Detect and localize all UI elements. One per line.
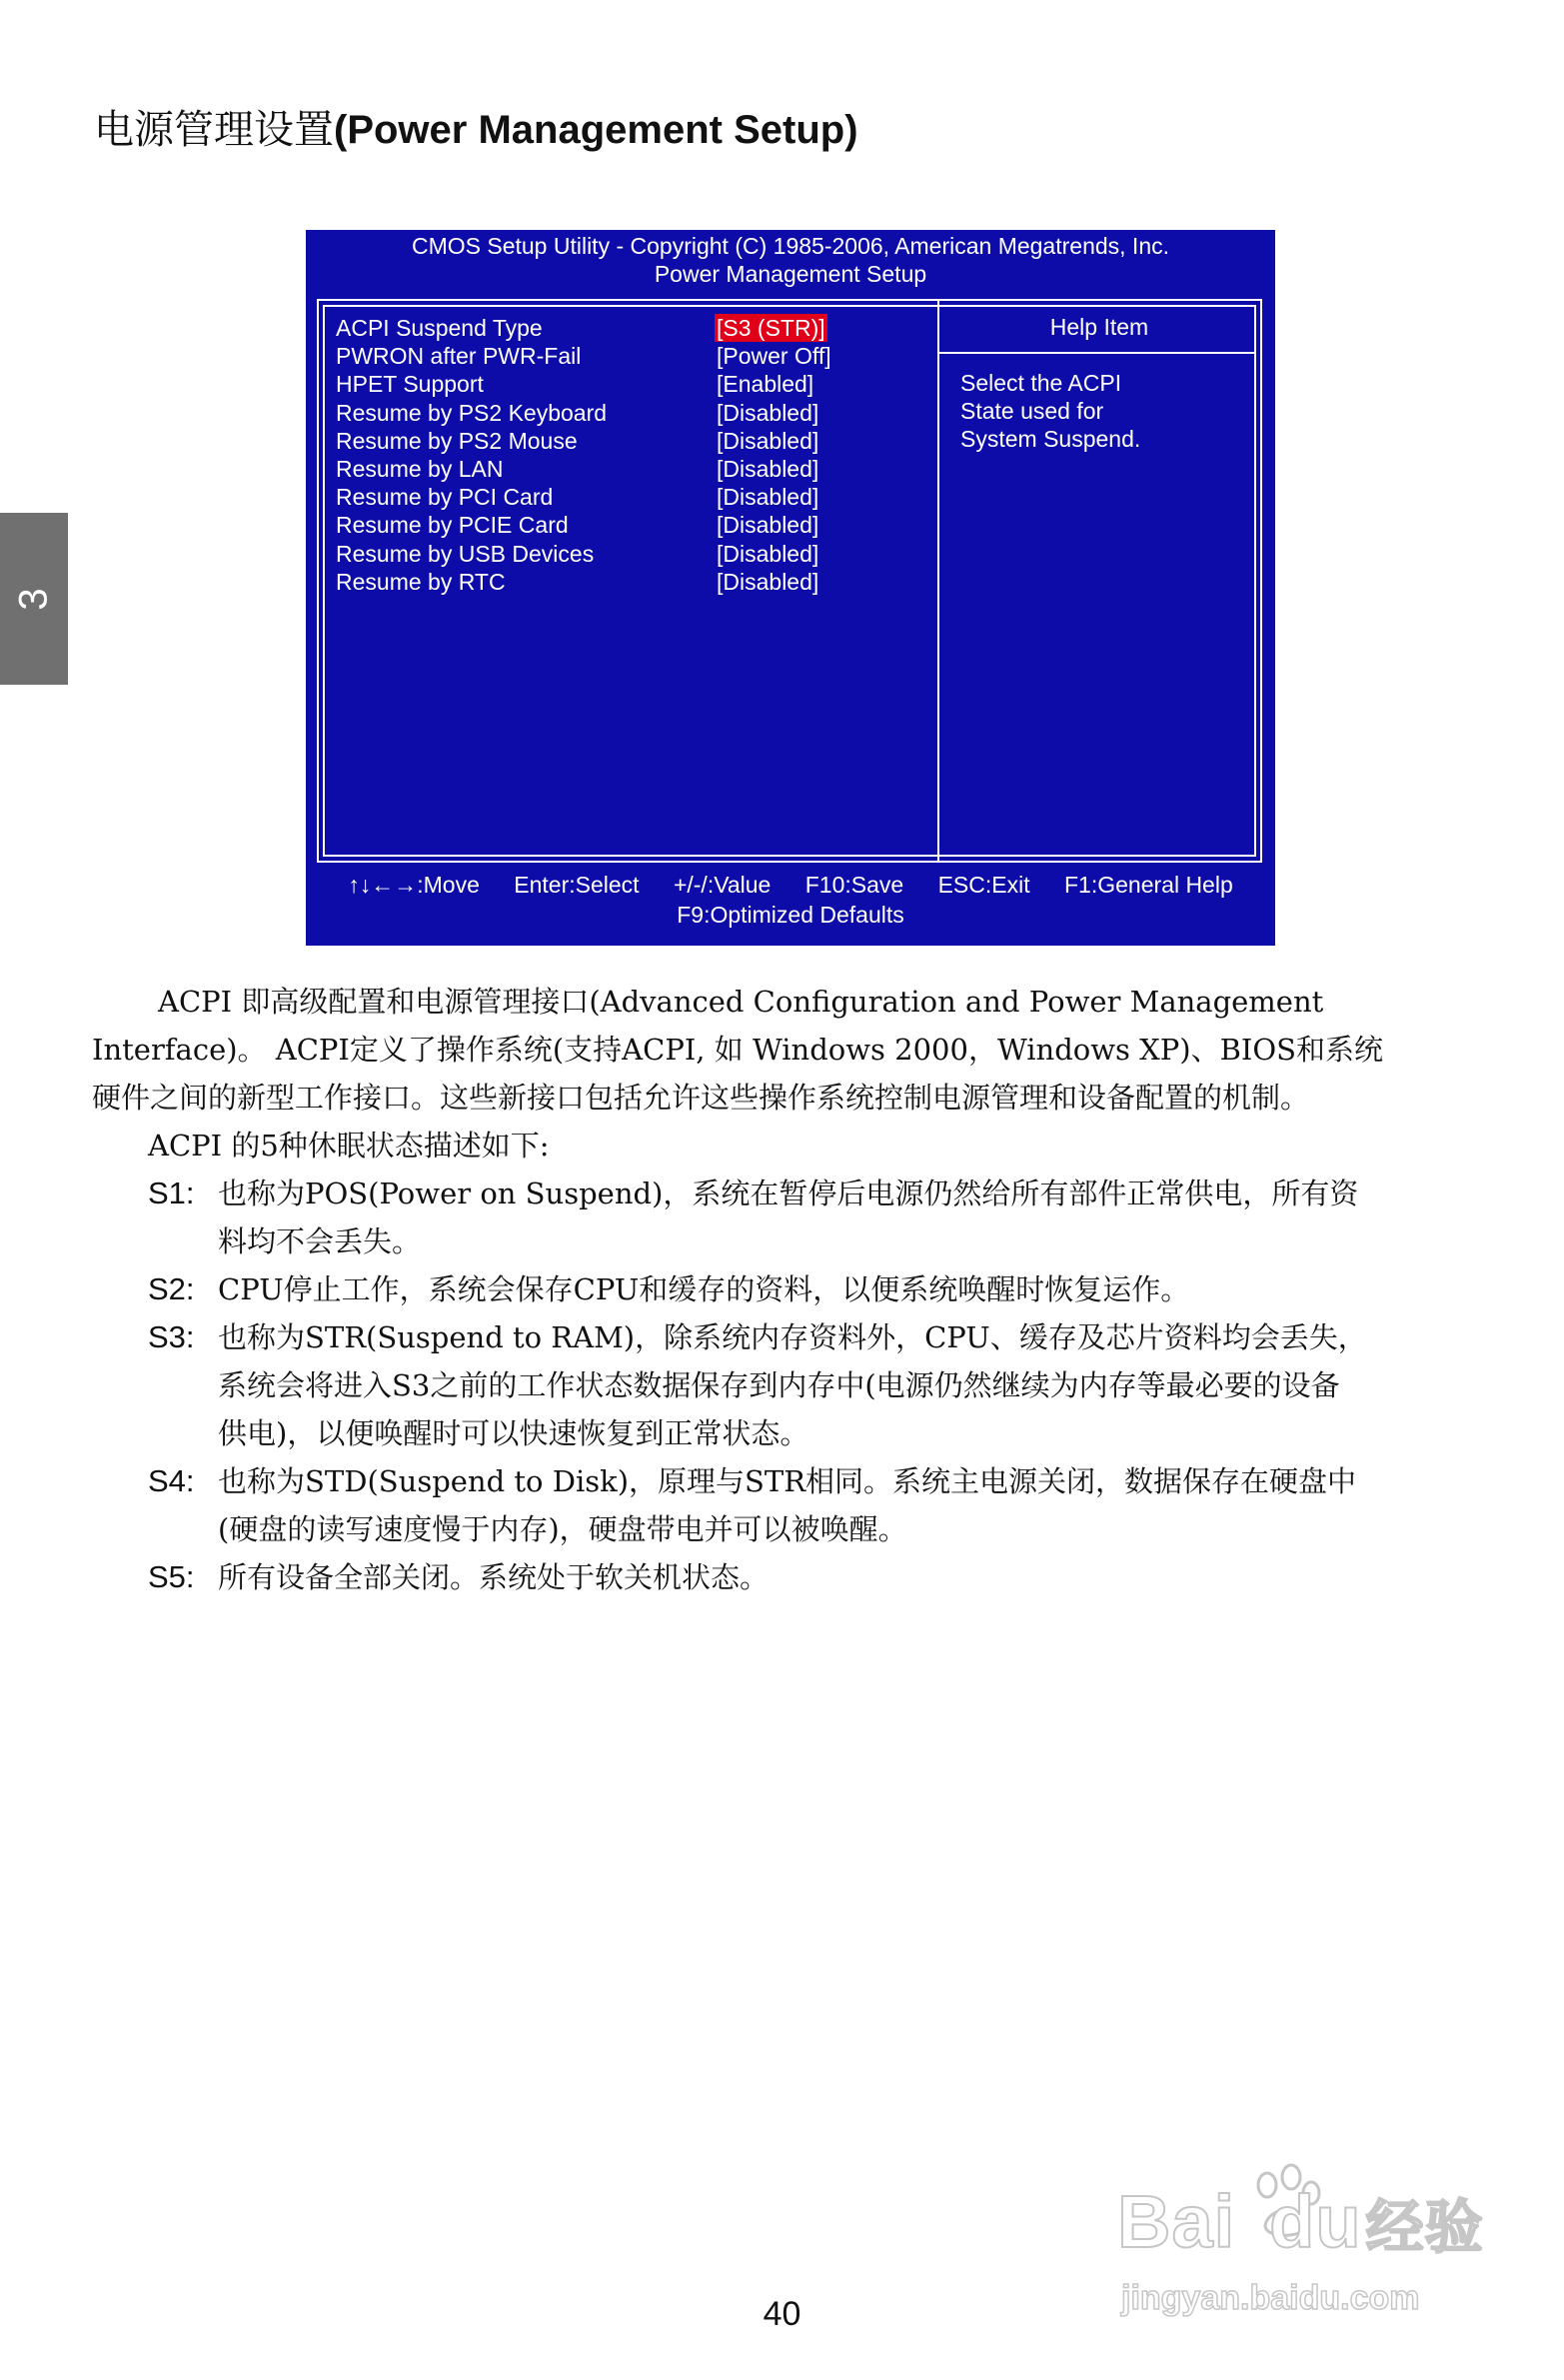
page-title-chinese: 电源管理设置 (94, 107, 334, 153)
chapter-side-tab (0, 513, 68, 685)
help-panel-title: Help Item (1049, 314, 1149, 340)
watermark-brand: Bai du经验 (1117, 2180, 1484, 2263)
setting-value[interactable]: [Enabled] (717, 371, 814, 398)
bios-key-legend (306, 870, 1275, 930)
setting-value[interactable]: [S3 (STR)] (717, 315, 825, 341)
key-exit: ESC:Exit (937, 872, 1030, 898)
sleep-state-line: 料均不会丢失。 (218, 1224, 422, 1258)
setting-label: Resume by RTC (336, 568, 506, 595)
bios-setting-row[interactable] (330, 511, 929, 539)
sleep-states-heading: ACPI 的5种休眠状态描述如下: (148, 1129, 550, 1163)
page-title-english: (Power Management Setup) (334, 108, 858, 152)
bios-setting-row[interactable] (330, 455, 929, 483)
setting-value[interactable]: [Disabled] (717, 540, 819, 567)
setting-label: HPET Support (336, 371, 484, 398)
sleep-state-code: S3: (148, 1319, 195, 1354)
page-title (94, 100, 858, 160)
help-line: System Suspend. (960, 426, 1141, 453)
sleep-state-item (92, 1313, 1491, 1457)
key-value: +/-/:Value (673, 872, 772, 898)
setting-label: Resume by PS2 Keyboard (336, 399, 608, 426)
setting-value[interactable]: [Disabled] (717, 568, 819, 595)
intro-line: 硬件之间的新型工作接口。这些新接口包括允许这些操作系统控制电源管理和设备配置的机制。 (92, 1081, 1310, 1115)
bios-screen-title: Power Management Setup (654, 261, 927, 287)
help-line: Select the ACPI (960, 370, 1122, 396)
bios-setting-row[interactable] (330, 342, 929, 370)
sleep-state-code: S4: (148, 1463, 195, 1498)
sleep-state-line: 系统会将进入S3之前的工作状态数据保存到内存中(电源仍然继续为内存等最必要的设备 (218, 1368, 1340, 1402)
setting-value[interactable]: [Disabled] (717, 512, 819, 539)
bios-setting-row[interactable] (330, 370, 929, 398)
setting-label: Resume by LAN (336, 455, 504, 482)
setting-label: Resume by USB Devices (336, 540, 595, 567)
sleep-state-line: CPU停止工作，系统会保存CPU和缓存的资料，以便系统唤醒时恢复运作。 (218, 1272, 1190, 1306)
bios-setting-row[interactable] (330, 427, 929, 455)
setting-value[interactable]: [Power Off] (717, 343, 831, 370)
page-number: 40 (763, 2295, 801, 2333)
key-help: F1:General Help (1064, 872, 1233, 898)
sleep-state-code: S5: (148, 1559, 195, 1594)
sleep-state-line: (硬盘的读写速度慢于内存)，硬盘带电并可以被唤醒。 (218, 1512, 907, 1546)
setting-value[interactable]: [Disabled] (717, 427, 819, 454)
sleep-state-line: 也称为STD(Suspend to Disk)，原理与STR相同。系统主电源关闭，数据保存在硬盘中 (218, 1464, 1357, 1498)
setting-label: PWRON after PWR-Fail (336, 343, 582, 370)
bios-divider (937, 299, 939, 863)
sleep-state-item (92, 1553, 1491, 1601)
setting-label: Resume by PCI Card (336, 484, 554, 511)
sleep-state-line: 所有设备全部关闭。系统处于软关机状态。 (218, 1560, 770, 1594)
sleep-states-list (92, 1170, 1491, 1601)
sleep-state-line: 也称为STR(Suspend to RAM)，除系统内存资料外，CPU、缓存及芯片资料均会丢失， (218, 1320, 1367, 1354)
sleep-state-item (92, 1265, 1491, 1313)
bios-setting-row[interactable] (330, 483, 929, 511)
bios-setting-row[interactable] (330, 568, 929, 596)
setting-label: Resume by PCIE Card (336, 512, 569, 539)
key-select: Enter:Select (514, 872, 640, 898)
setting-value[interactable]: [Disabled] (717, 484, 819, 511)
sleep-state-line: 供电)，以便唤醒时可以快速恢复到正常状态。 (218, 1416, 809, 1450)
key-defaults: F9:Optimized Defaults (677, 902, 904, 928)
article-body (92, 978, 1491, 1601)
bios-copyright: CMOS Setup Utility - Copyright (C) 1985-2006, American Megatrends, Inc. (411, 233, 1170, 259)
watermark-url: jingyan.baidu.com (1121, 2279, 1420, 2317)
sleep-state-line: 也称为POS(Power on Suspend)，系统在暂停后电源仍然给所有部件正常供电，所有资 (218, 1177, 1359, 1210)
bios-setting-row[interactable] (330, 399, 929, 427)
help-panel-text (960, 369, 1250, 454)
intro-paragraph (92, 978, 1491, 1122)
setting-label: Resume by PS2 Mouse (336, 427, 578, 454)
sleep-state-item (92, 1170, 1491, 1265)
sleep-state-code: S1: (148, 1176, 195, 1210)
setting-value[interactable]: [Disabled] (717, 399, 819, 426)
setting-value[interactable]: [Disabled] (717, 455, 819, 482)
help-title-underline (939, 352, 1256, 354)
key-move: ↑↓←→:Move (348, 872, 480, 898)
key-save: F10:Save (804, 872, 904, 898)
bios-screen (306, 230, 1275, 946)
setting-label: ACPI Suspend Type (336, 315, 543, 341)
intro-line: Interface)。 ACPI定义了操作系统(支持ACPI, 如 Windows 2000，Windows XP)、BIOS和系统 (92, 1033, 1384, 1067)
bios-header (306, 230, 1275, 294)
help-line: State used for (960, 398, 1104, 425)
intro-line: ACPI 即高级配置和电源管理接口(Advanced Configuration and Power Management (158, 985, 1324, 1019)
sleep-state-code: S2: (148, 1271, 195, 1306)
sleep-state-item (92, 1457, 1491, 1553)
bios-setting-row[interactable] (330, 314, 929, 342)
bios-setting-row[interactable] (330, 540, 929, 568)
bios-settings-list (330, 314, 929, 596)
chapter-number: 3 (11, 587, 56, 611)
